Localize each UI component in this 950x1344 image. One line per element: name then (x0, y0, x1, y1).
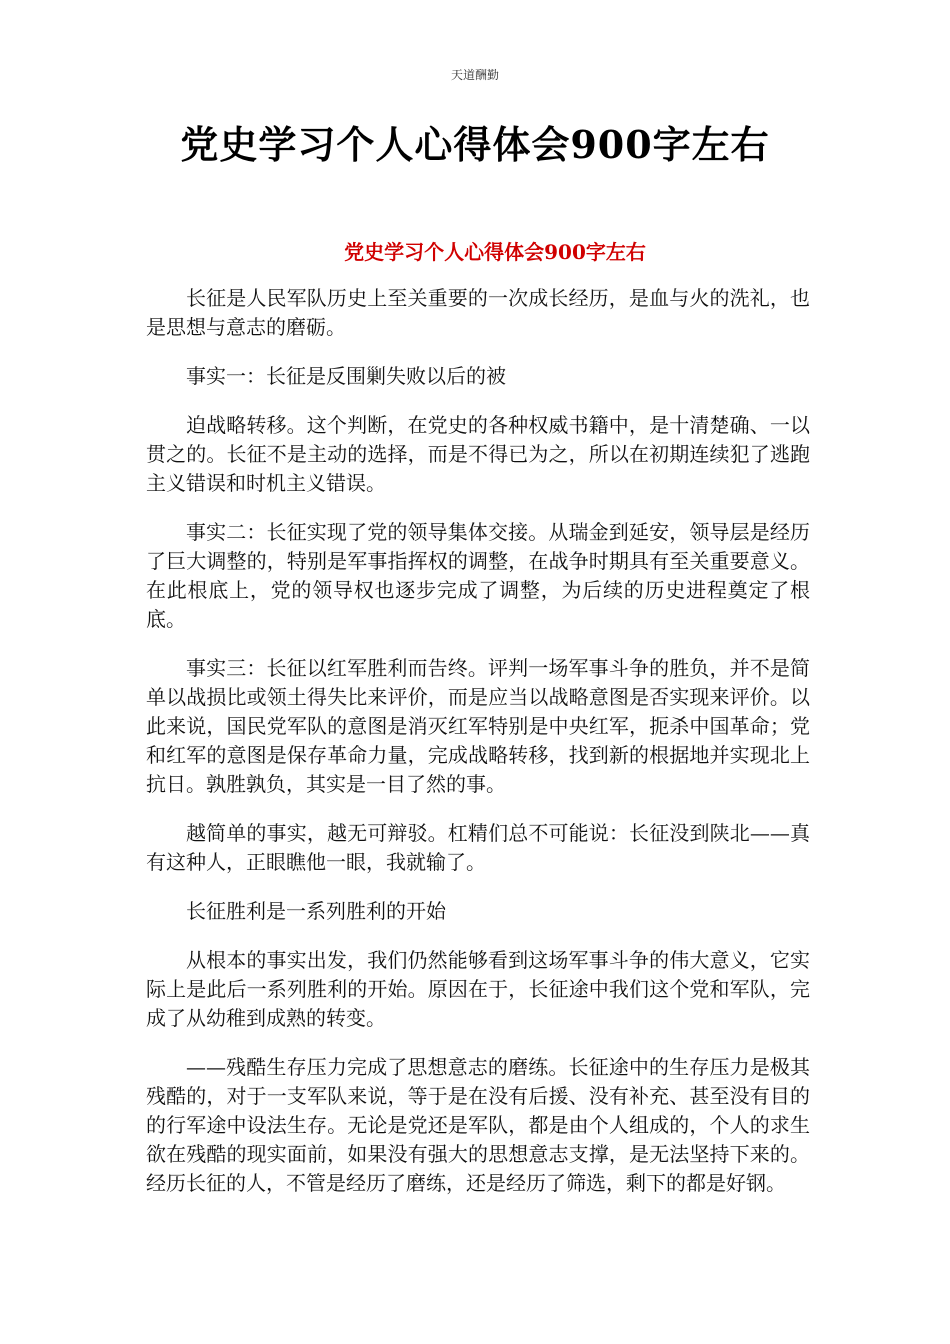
paragraph: 事实三：长征以红军胜利而告终。评判一场军事斗争的胜负，并不是简单以战损比或领土得失比来评价，而是应当以战略意图是否实现来评价。以此来说，国民党军队的意图是消灭红军特别是中央红军，扼杀中国革命；党和红军的意图是保存革命力量，完成战略转移，找到新的根据地并实现北上抗日。孰胜孰负，其实是一目了然的事。 (146, 656, 810, 796)
document-title: 党史学习个人心得体会900字左右 (180, 122, 770, 167)
paragraph: 越简单的事实，越无可辩驳。杠精们总不可能说：长征没到陕北——真有这种人，正眼瞧他一眼，我就输了。 (146, 821, 810, 874)
paragraph: 事实二：长征实现了党的领导集体交接。从瑞金到延安，领导层是经历了巨大调整的，特别是军事指挥权的调整，在战争时期具有至关重要意义。在此根底上，党的领导权也逐步完成了调整，为后续的历史进程奠定了根底。 (146, 520, 810, 631)
section-heading: 长征胜利是一系列胜利的开始 (186, 899, 446, 923)
paragraph: 事实一：长征是反围剿失败以后的被 (186, 364, 506, 388)
page-header: 天道酬勤 (450, 68, 499, 82)
paragraph: ——残酷生存压力完成了思想意志的磨练。长征途中的生存压力是极其残酷的，对于一支军队来说，等于是在没有后援、没有补充、甚至没有目的的行军途中设法生存。无论是党还是军队，都是由个人组成的，个人的求生欲在残酷的现实面前，如果没有强大的思想意志支撑，是无法坚持下来的。经历长征的人，不管是经历了磨练，还是经历了筛选，剩下的都是好钢。 (146, 1055, 810, 1195)
document-subtitle: 党史学习个人心得体会900字左右 (344, 240, 646, 264)
paragraph: 迫战略转移。这个判断，在党史的各种权威书籍中，是十清楚确、一以贯之的。长征不是主动的选择，而是不得已为之，所以在初期连续犯了逃跑主义错误和时机主义错误。 (146, 413, 810, 495)
paragraph: 长征是人民军队历史上至关重要的一次成长经历，是血与火的洗礼，也是思想与意志的磨砺。 (146, 286, 810, 339)
document-body (146, 284, 810, 1218)
paragraph: 从根本的事实出发，我们仍然能够看到这场军事斗争的伟大意义，它实际上是此后一系列胜利的开始。原因在于，长征途中我们这个党和军队，完成了从幼稚到成熟的转变。 (146, 948, 810, 1030)
